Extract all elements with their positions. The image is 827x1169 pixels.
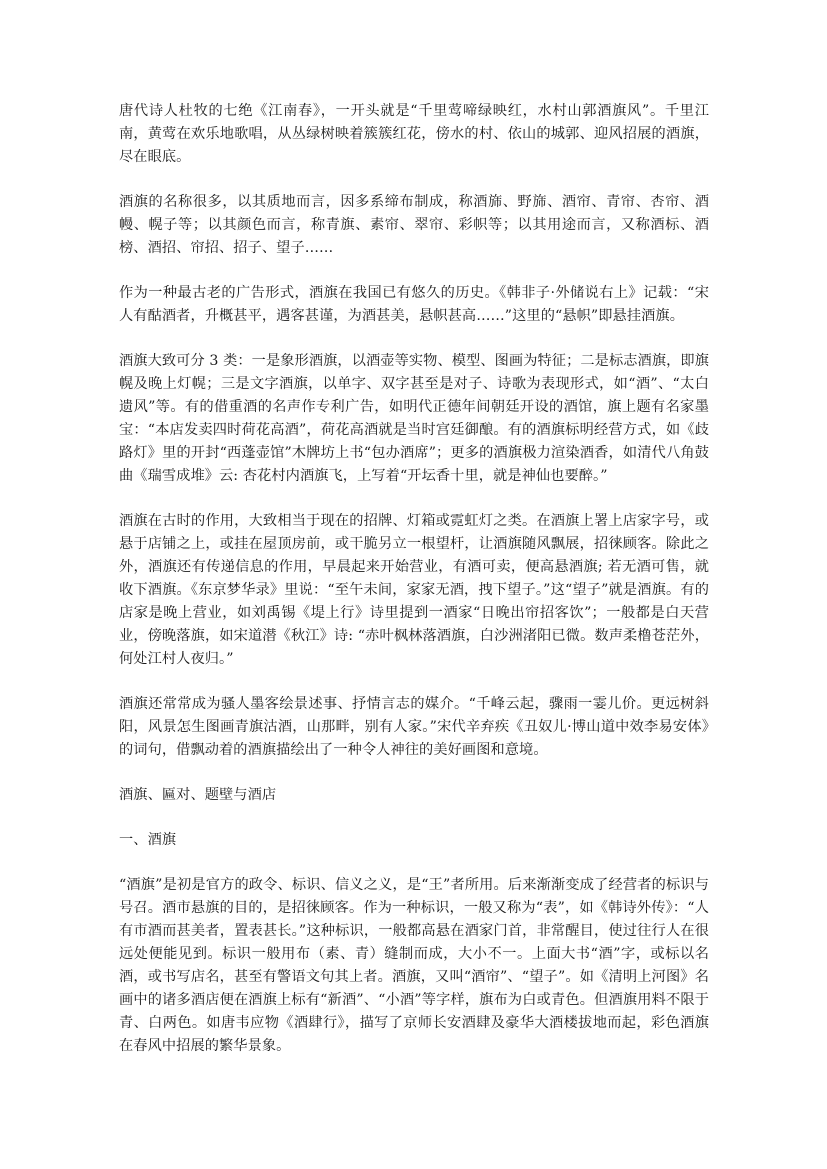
paragraph-names: 酒旗的名称很多，以其质地而言，因多系缔布制成，称酒旆、野旆、酒帘、青帘、杏帘、酒幔、幌子等；以其颜色而言，称青旗、素帘、翠帘、彩帜等；以其用途而言，又称酒标、酒榜、酒招、帘招、招子、望子…… — [119, 194, 709, 256]
subsection-title: 一、酒旗 — [119, 832, 177, 848]
paragraph-categories: 酒旗大致可分 3 类：一是象形酒旗，以酒壶等实物、模型、图画为特征；二是标志酒旗，即旗幌及晚上灯幌；三是文字酒旗，以单字、双字甚至是对子、诗歌为表现形式，如“酒”、“太白遗风”等。有的借重酒的名声作专利广告，如明代正德年间朝廷开设的酒馆，旗上题有名家墨宝：“本店发卖四时荷花高酒”，荷花高酒就是当时宫廷御酿。有的酒旗标明经营方式，如《歧路灯》里的开封“西蓬壶馆”木牌坊上书“包办酒席”；更多的酒旗极力渲染酒香，如清代八角鼓曲《瑞雪成堆》云: 杏花村内酒旗飞，上写着“开坛香十里，就是神仙也要醉。” — [119, 353, 709, 484]
paragraph-jiuqi-origin: “酒旗”是初是官方的政令、标识、信义之义，是“王”者所用。后来渐渐变成了经营者的标识与号召。酒市悬旗的目的，是招徕顾客。作为一种标识，一般又称为“表”，如《韩诗外传》：“人有市酒而甚美者，置表甚长。”这种标识，一般都高悬在酒家门首，非常醒目，使过往行人在很远处便能见到。标识一般用布（素、青）缝制而成，大小不一。上面大书“酒”字，或标以名酒，或书写店名，甚至有警语文句其上者。酒旗，又叫“酒帘”、“望子”。如《清明上河图》名画中的诸多酒店便在酒旗上标有“新酒”、“小酒”等字样，旗布为白或青色。但酒旗用料不限于青、白两色。如唐韦应物《酒肆行》，描写了京师长安酒肆及豪华大酒楼拔地而起，彩色酒旗在春风中招展的繁华景象。 — [119, 877, 709, 1054]
paragraph-poetry: 酒旗还常常成为骚人墨客绘景述事、抒情言志的媒介。“千峰云起，骤雨一霎儿价。更远树斜阳，风景怎生图画青旗沽酒，山那畔，别有人家。”宋代辛弃疾《丑奴儿·博山道中效李易安体》的词句，借飘动着的酒旗描绘出了一种令人神往的美好画图和意境。 — [119, 696, 709, 758]
paragraph-jiangnan-chun: 唐代诗人杜牧的七绝《江南春》，一开头就是“千里莺啼绿映红，水村山郭酒旗风”。千里江南，黄莺在欢乐地歌唱，从丛绿树映着簇簇红花，傍水的村、依山的城郭、迎风招展的酒旗，尽在眼底。 — [119, 103, 709, 165]
paragraph-function: 酒旗在古时的作用，大致相当于现在的招牌、灯箱或霓虹灯之类。在酒旗上署上店家字号，或悬于店铺之上，或挂在屋顶房前，或干脆另立一根望杆，让酒旗随风飘展，招徕顾客。除此之外，酒旗还有传递信息的作用，早晨起来开始营业，有酒可卖，便高悬酒旗; 若无酒可售，就收下酒旗。《东京梦华录》里说：“至午未间，家家无酒，拽下望子。”这“望子”就是酒旗。有的店家是晚上营业，如刘禹锡《堤上行》诗里提到一酒家“日晚出帘招客饮”；一般都是白天营业，傍晚落旗，如宋道潜《秋江》诗: “赤叶枫林落酒旗，白沙洲渚阳已微。数声柔橹苍茫外，何处江村人夜归。” — [119, 513, 709, 667]
document-page — [119, 100, 709, 1080]
paragraph-history: 作为一种最古老的广告形式，酒旗在我国已有悠久的历史。《韩非子·外储说右上》记载：“宋人有酤酒者，升概甚平，遇客甚谨，为酒甚美，悬帜甚高……”这里的“悬帜”即悬挂酒旗。 — [119, 285, 709, 324]
section-title: 酒旗、匾对、题壁与酒店 — [119, 787, 277, 803]
